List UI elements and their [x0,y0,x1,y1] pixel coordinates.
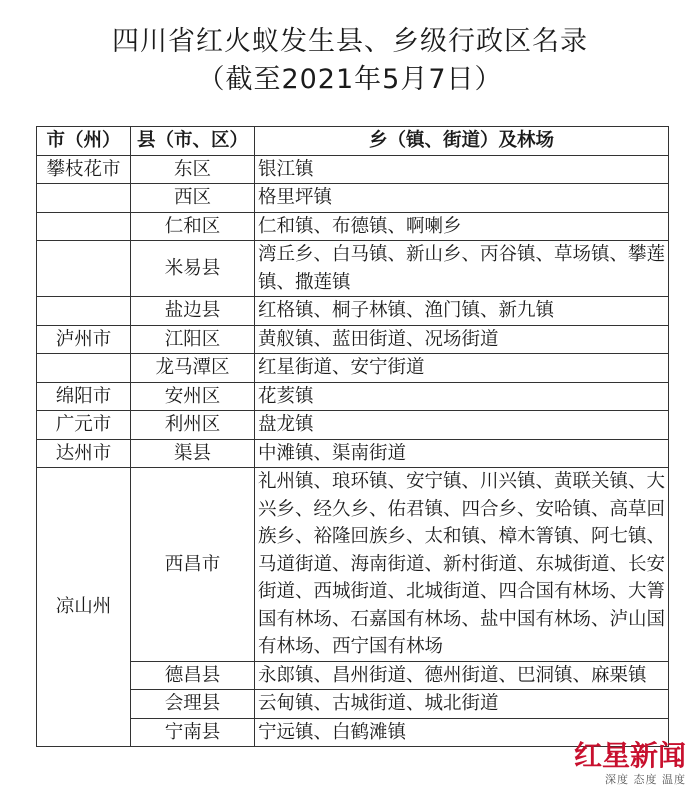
table-header-row [37,127,669,156]
towns-cell: 格里坪镇 [255,184,669,213]
county-cell: 龙马潭区 [131,354,255,383]
county-cell: 江阳区 [131,325,255,354]
table-row [37,382,669,411]
header-county: 县（市、区） [131,127,255,156]
city-cell [37,297,131,326]
towns-cell: 盘龙镇 [255,411,669,440]
watermark-brand-a: 红 [573,739,602,772]
city-cell: 达州市 [37,439,131,468]
table-row [37,184,669,213]
city-cell [37,354,131,383]
table-row [37,411,669,440]
watermark-slogan: 深度 态度 温度 [605,773,686,786]
city-cell [37,241,131,297]
county-cell: 宁南县 [131,718,255,747]
county-cell: 盐边县 [131,297,255,326]
county-cell: 西区 [131,184,255,213]
city-cell: 泸州市 [37,325,131,354]
towns-cell: 永郎镇、昌州街道、德州街道、巴洞镇、麻栗镇 [255,661,669,690]
header-city: 市（州） [37,127,131,156]
city-cell: 凉山州 [37,468,131,747]
towns-cell: 仁和镇、布德镇、啊喇乡 [255,212,669,241]
county-cell: 安州区 [131,382,255,411]
table-row [37,439,669,468]
table-row [37,297,669,326]
header-towns: 乡（镇、街道）及林场 [255,127,669,156]
county-cell: 东区 [131,155,255,184]
county-cell: 会理县 [131,690,255,719]
towns-cell: 湾丘乡、白马镇、新山乡、丙谷镇、草场镇、攀莲镇、撒莲镇 [255,241,669,297]
county-town-table [36,126,669,747]
city-cell [37,212,131,241]
city-cell: 攀枝花市 [37,155,131,184]
city-cell [37,184,131,213]
table-row [37,354,669,383]
city-cell: 广元市 [37,411,131,440]
table-row [37,241,669,297]
county-cell: 德昌县 [131,661,255,690]
county-cell: 西昌市 [131,468,255,662]
table-row [37,155,669,184]
watermark-brand-b: 星新闻 [601,739,686,772]
document-subtitle-date: （截至2021年5月7日） [197,64,503,95]
towns-cell: 红星街道、安宁街道 [255,354,669,383]
towns-cell: 花荄镇 [255,382,669,411]
county-cell: 利州区 [131,411,255,440]
towns-cell: 中滩镇、渠南街道 [255,439,669,468]
county-cell: 仁和区 [131,212,255,241]
towns-cell: 银江镇 [255,155,669,184]
county-cell: 米易县 [131,241,255,297]
towns-cell: 黄舣镇、蓝田街道、况场街道 [255,325,669,354]
table-row [37,468,669,662]
table-row [37,661,669,690]
document-title: 四川省红火蚁发生县、乡级行政区名录 [112,26,588,57]
towns-cell: 礼州镇、琅环镇、安宁镇、川兴镇、黄联关镇、大兴乡、经久乡、佑君镇、四合乡、安哈镇、高草回族乡、裕隆回族乡、太和镇、樟木箐镇、阿七镇、马道街道、海南街道、新村街道、东城街道、长安街道、西城街道、北城街道、四合国有林场、大箐国有林场、石嘉国有林场、盐中国有林场、泸山国有林场、西宁国有林场 [255,468,669,662]
towns-cell: 云甸镇、古城街道、城北街道 [255,690,669,719]
news-watermark-logo [574,741,686,787]
table-row [37,325,669,354]
city-cell: 绵阳市 [37,382,131,411]
towns-cell: 宁远镇、白鹤滩镇 [255,718,669,747]
towns-cell: 红格镇、桐子林镇、渔门镇、新九镇 [255,297,669,326]
county-cell: 渠县 [131,439,255,468]
table-row [37,690,669,719]
table-row [37,212,669,241]
